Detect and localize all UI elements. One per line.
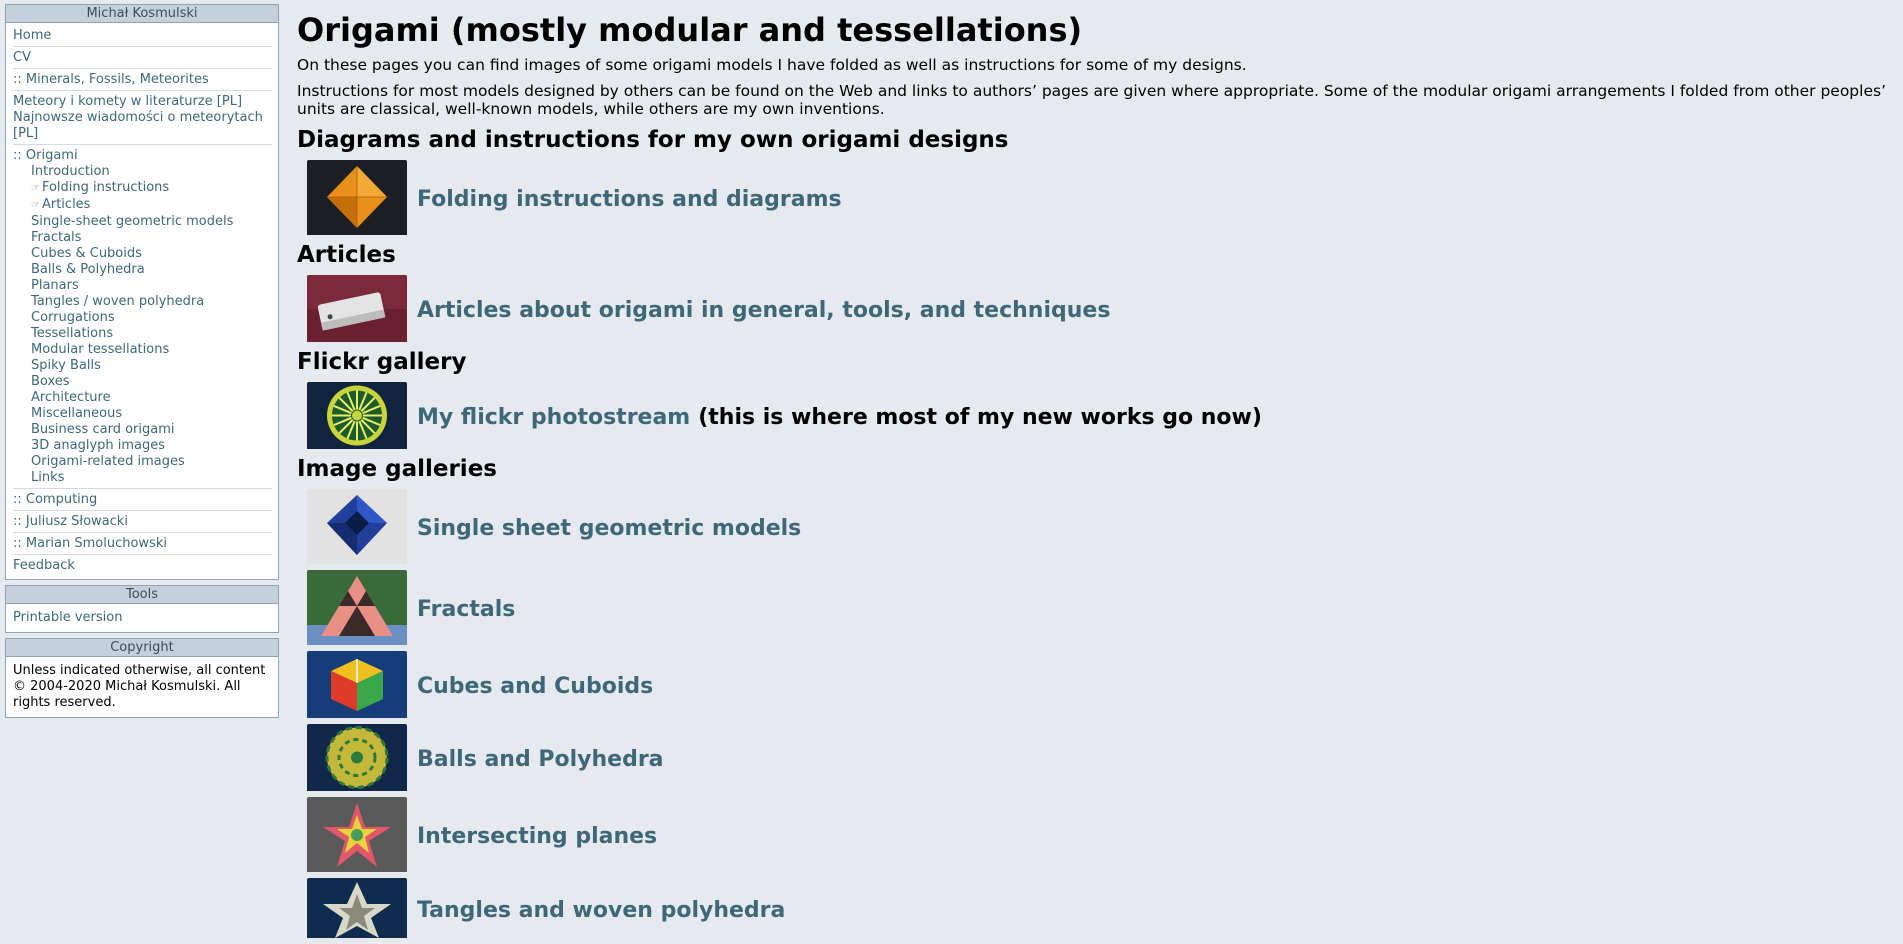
gallery-row[interactable] bbox=[307, 724, 1887, 795]
tools-body bbox=[6, 604, 278, 632]
intro-paragraph-2: Instructions for most models designed by others can be found on the Web and links to authors’ pages are given where appropriate. Some of the modular origami arrangements I folded from other peoples’ units are classical, well-known models, while others are my own inventions. bbox=[297, 82, 1886, 118]
origami-subitem-link[interactable]: Tessellations bbox=[31, 326, 114, 341]
intro-paragraph-1: On these pages you can find images of some origami models I have folded as well as instructions for some of my designs. bbox=[297, 56, 1247, 74]
nav-box-title: Michał Kosmulski bbox=[6, 5, 278, 23]
nav-box bbox=[5, 4, 279, 580]
green-wheel-thumb[interactable] bbox=[307, 382, 407, 453]
origami-subitem-link[interactable]: Introduction bbox=[31, 164, 110, 179]
nav-smoluchowski[interactable] bbox=[13, 533, 272, 555]
origami-subitem[interactable] bbox=[13, 294, 272, 310]
origami-subitem[interactable] bbox=[13, 230, 272, 246]
origami-subitem[interactable] bbox=[13, 454, 272, 470]
copyright-box bbox=[5, 638, 279, 718]
nav-slowacki-link[interactable]: :: Juliusz Słowacki bbox=[13, 514, 128, 529]
origami-subitem[interactable] bbox=[13, 438, 272, 454]
nav-cv-link[interactable]: CV bbox=[13, 50, 31, 65]
gallery-link[interactable]: Single sheet geometric models bbox=[417, 516, 802, 541]
sierpinski-thumb[interactable] bbox=[307, 570, 407, 649]
origami-subitem-link[interactable]: Modular tessellations bbox=[31, 342, 170, 357]
nav-najnowsze-link[interactable]: Najnowsze wiadomości o meteorytach [PL] bbox=[13, 110, 263, 141]
nav-smoluchowski-link[interactable]: :: Marian Smoluchowski bbox=[13, 536, 167, 551]
origami-submenu bbox=[13, 164, 272, 486]
gallery-row[interactable] bbox=[307, 651, 1887, 722]
gallery-row[interactable] bbox=[307, 878, 1887, 942]
section-diagrams-heading: Diagrams and instructions for my own origami designs bbox=[297, 127, 1009, 153]
origami-subitem-link[interactable]: Corrugations bbox=[31, 310, 115, 325]
gallery-link[interactable]: Cubes and Cuboids bbox=[417, 674, 654, 699]
nav-najnowsze[interactable] bbox=[13, 110, 272, 142]
origami-subitem[interactable] bbox=[13, 326, 272, 342]
origami-subitem-link[interactable]: Articles bbox=[41, 197, 91, 212]
nav-feedback-link[interactable]: Feedback bbox=[13, 558, 75, 573]
origami-subitem[interactable] bbox=[13, 422, 272, 438]
nav-minerals-link[interactable]: :: Minerals, Fossils, Meteorites bbox=[13, 72, 209, 87]
nav-computing[interactable] bbox=[13, 489, 272, 511]
gallery-list bbox=[297, 489, 1887, 942]
origami-subitem[interactable] bbox=[13, 180, 272, 197]
articles-link[interactable]: Articles about origami in general, tools, and techniques bbox=[417, 298, 1111, 323]
origami-subitem-link[interactable]: Planars bbox=[31, 278, 79, 293]
ball-thumb[interactable] bbox=[307, 724, 407, 795]
tools-box-title: Tools bbox=[6, 586, 278, 604]
nav-meteor-group bbox=[13, 91, 272, 145]
copyright-text: Unless indicated otherwise, all content © 2004-2020 Michał Kosmulski. All rights reserved. bbox=[13, 663, 266, 710]
gallery-row[interactable] bbox=[307, 489, 1887, 568]
nav-minerals[interactable] bbox=[13, 69, 272, 91]
nav-slowacki[interactable] bbox=[13, 511, 272, 533]
flickr-note: (this is where most of my new works go now) bbox=[698, 405, 1262, 430]
origami-subitem[interactable] bbox=[13, 278, 272, 294]
origami-subitem[interactable] bbox=[13, 214, 272, 230]
origami-subitem-link[interactable]: Links bbox=[31, 470, 65, 485]
origami-subitem-link[interactable]: Miscellaneous bbox=[31, 406, 123, 421]
folding-instructions-link[interactable]: Folding instructions and diagrams bbox=[417, 187, 842, 212]
main-content bbox=[297, 10, 1887, 944]
origami-subitem-link[interactable]: Tangles / woven polyhedra bbox=[31, 294, 205, 309]
nav-home-link[interactable]: Home bbox=[13, 28, 52, 43]
origami-subitem-link[interactable]: Balls & Polyhedra bbox=[31, 262, 145, 277]
origami-subitem[interactable] bbox=[13, 470, 272, 486]
nav-home[interactable] bbox=[13, 25, 272, 47]
nav-list bbox=[6, 23, 278, 579]
gallery-link[interactable]: Intersecting planes bbox=[417, 824, 658, 849]
page-title: Origami (mostly modular and tessellations) bbox=[297, 11, 1083, 49]
sidebar bbox=[5, 4, 279, 723]
copyright-body bbox=[6, 657, 278, 717]
card-tool-thumb[interactable] bbox=[307, 275, 407, 346]
section-articles-heading: Articles bbox=[297, 242, 396, 268]
origami-subitem[interactable] bbox=[13, 342, 272, 358]
origami-subitem[interactable] bbox=[13, 197, 272, 214]
folding-instructions-row[interactable] bbox=[307, 160, 1887, 239]
tangle-thumb[interactable] bbox=[307, 878, 407, 942]
origami-subitem-link[interactable]: Single-sheet geometric models bbox=[31, 214, 234, 229]
nav-meteory-link[interactable]: Meteory i komety w literaturze [PL] bbox=[13, 94, 243, 109]
origami-subitem-link[interactable]: Business card origami bbox=[31, 422, 175, 437]
origami-subitem[interactable] bbox=[13, 246, 272, 262]
copyright-box-title: Copyright bbox=[6, 639, 278, 657]
origami-subitem[interactable] bbox=[13, 358, 272, 374]
origami-subitem-link[interactable]: Fractals bbox=[31, 230, 82, 245]
gallery-row[interactable] bbox=[307, 570, 1887, 649]
tools-box bbox=[5, 585, 279, 633]
nav-meteory[interactable] bbox=[13, 94, 272, 110]
origami-subitem[interactable] bbox=[13, 374, 272, 390]
origami-subitem-link[interactable]: Spiky Balls bbox=[31, 358, 101, 373]
origami-subitem-link[interactable]: Architecture bbox=[31, 390, 111, 405]
origami-subitem-link[interactable]: Cubes & Cuboids bbox=[31, 246, 142, 261]
origami-subitem[interactable] bbox=[13, 262, 272, 278]
nav-cv[interactable] bbox=[13, 47, 272, 69]
section-galleries-heading: Image galleries bbox=[297, 456, 497, 482]
gallery-link[interactable]: Balls and Polyhedra bbox=[417, 747, 664, 772]
origami-subitem-link[interactable]: Folding instructions bbox=[41, 180, 170, 195]
section-flickr-heading: Flickr gallery bbox=[297, 349, 467, 375]
hand-pointer-icon: ☞ bbox=[31, 183, 40, 194]
star-planes-thumb[interactable] bbox=[307, 797, 407, 876]
origami-subitem[interactable] bbox=[13, 310, 272, 326]
origami-subitem-link[interactable]: 3D anaglyph images bbox=[31, 438, 166, 453]
origami-subitem[interactable] bbox=[13, 390, 272, 406]
gallery-row[interactable] bbox=[307, 797, 1887, 876]
flickr-link[interactable]: My flickr photostream bbox=[417, 405, 691, 430]
hand-pointer-icon: ☞ bbox=[31, 200, 40, 211]
printable-version-link[interactable]: Printable version bbox=[13, 610, 123, 625]
cube-thumb[interactable] bbox=[307, 651, 407, 722]
articles-row[interactable] bbox=[307, 275, 1887, 346]
nav-feedback[interactable] bbox=[13, 555, 272, 576]
origami-subitem-link[interactable]: Origami-related images bbox=[31, 454, 185, 469]
origami-subitem[interactable] bbox=[13, 164, 272, 180]
nav-origami[interactable] bbox=[13, 148, 272, 164]
blue-octahedron-thumb[interactable] bbox=[307, 489, 407, 568]
origami-subitem-link[interactable]: Boxes bbox=[31, 374, 70, 389]
gallery-link[interactable]: Tangles and woven polyhedra bbox=[417, 897, 786, 923]
nav-origami-group bbox=[13, 145, 272, 489]
origami-subitem[interactable] bbox=[13, 406, 272, 422]
nav-origami-link[interactable]: :: Origami bbox=[13, 148, 78, 163]
flickr-row[interactable] bbox=[307, 382, 1887, 453]
nav-computing-link[interactable]: :: Computing bbox=[13, 492, 98, 507]
orange-diamond-thumb[interactable] bbox=[307, 160, 407, 239]
gallery-link[interactable]: Fractals bbox=[417, 597, 516, 622]
